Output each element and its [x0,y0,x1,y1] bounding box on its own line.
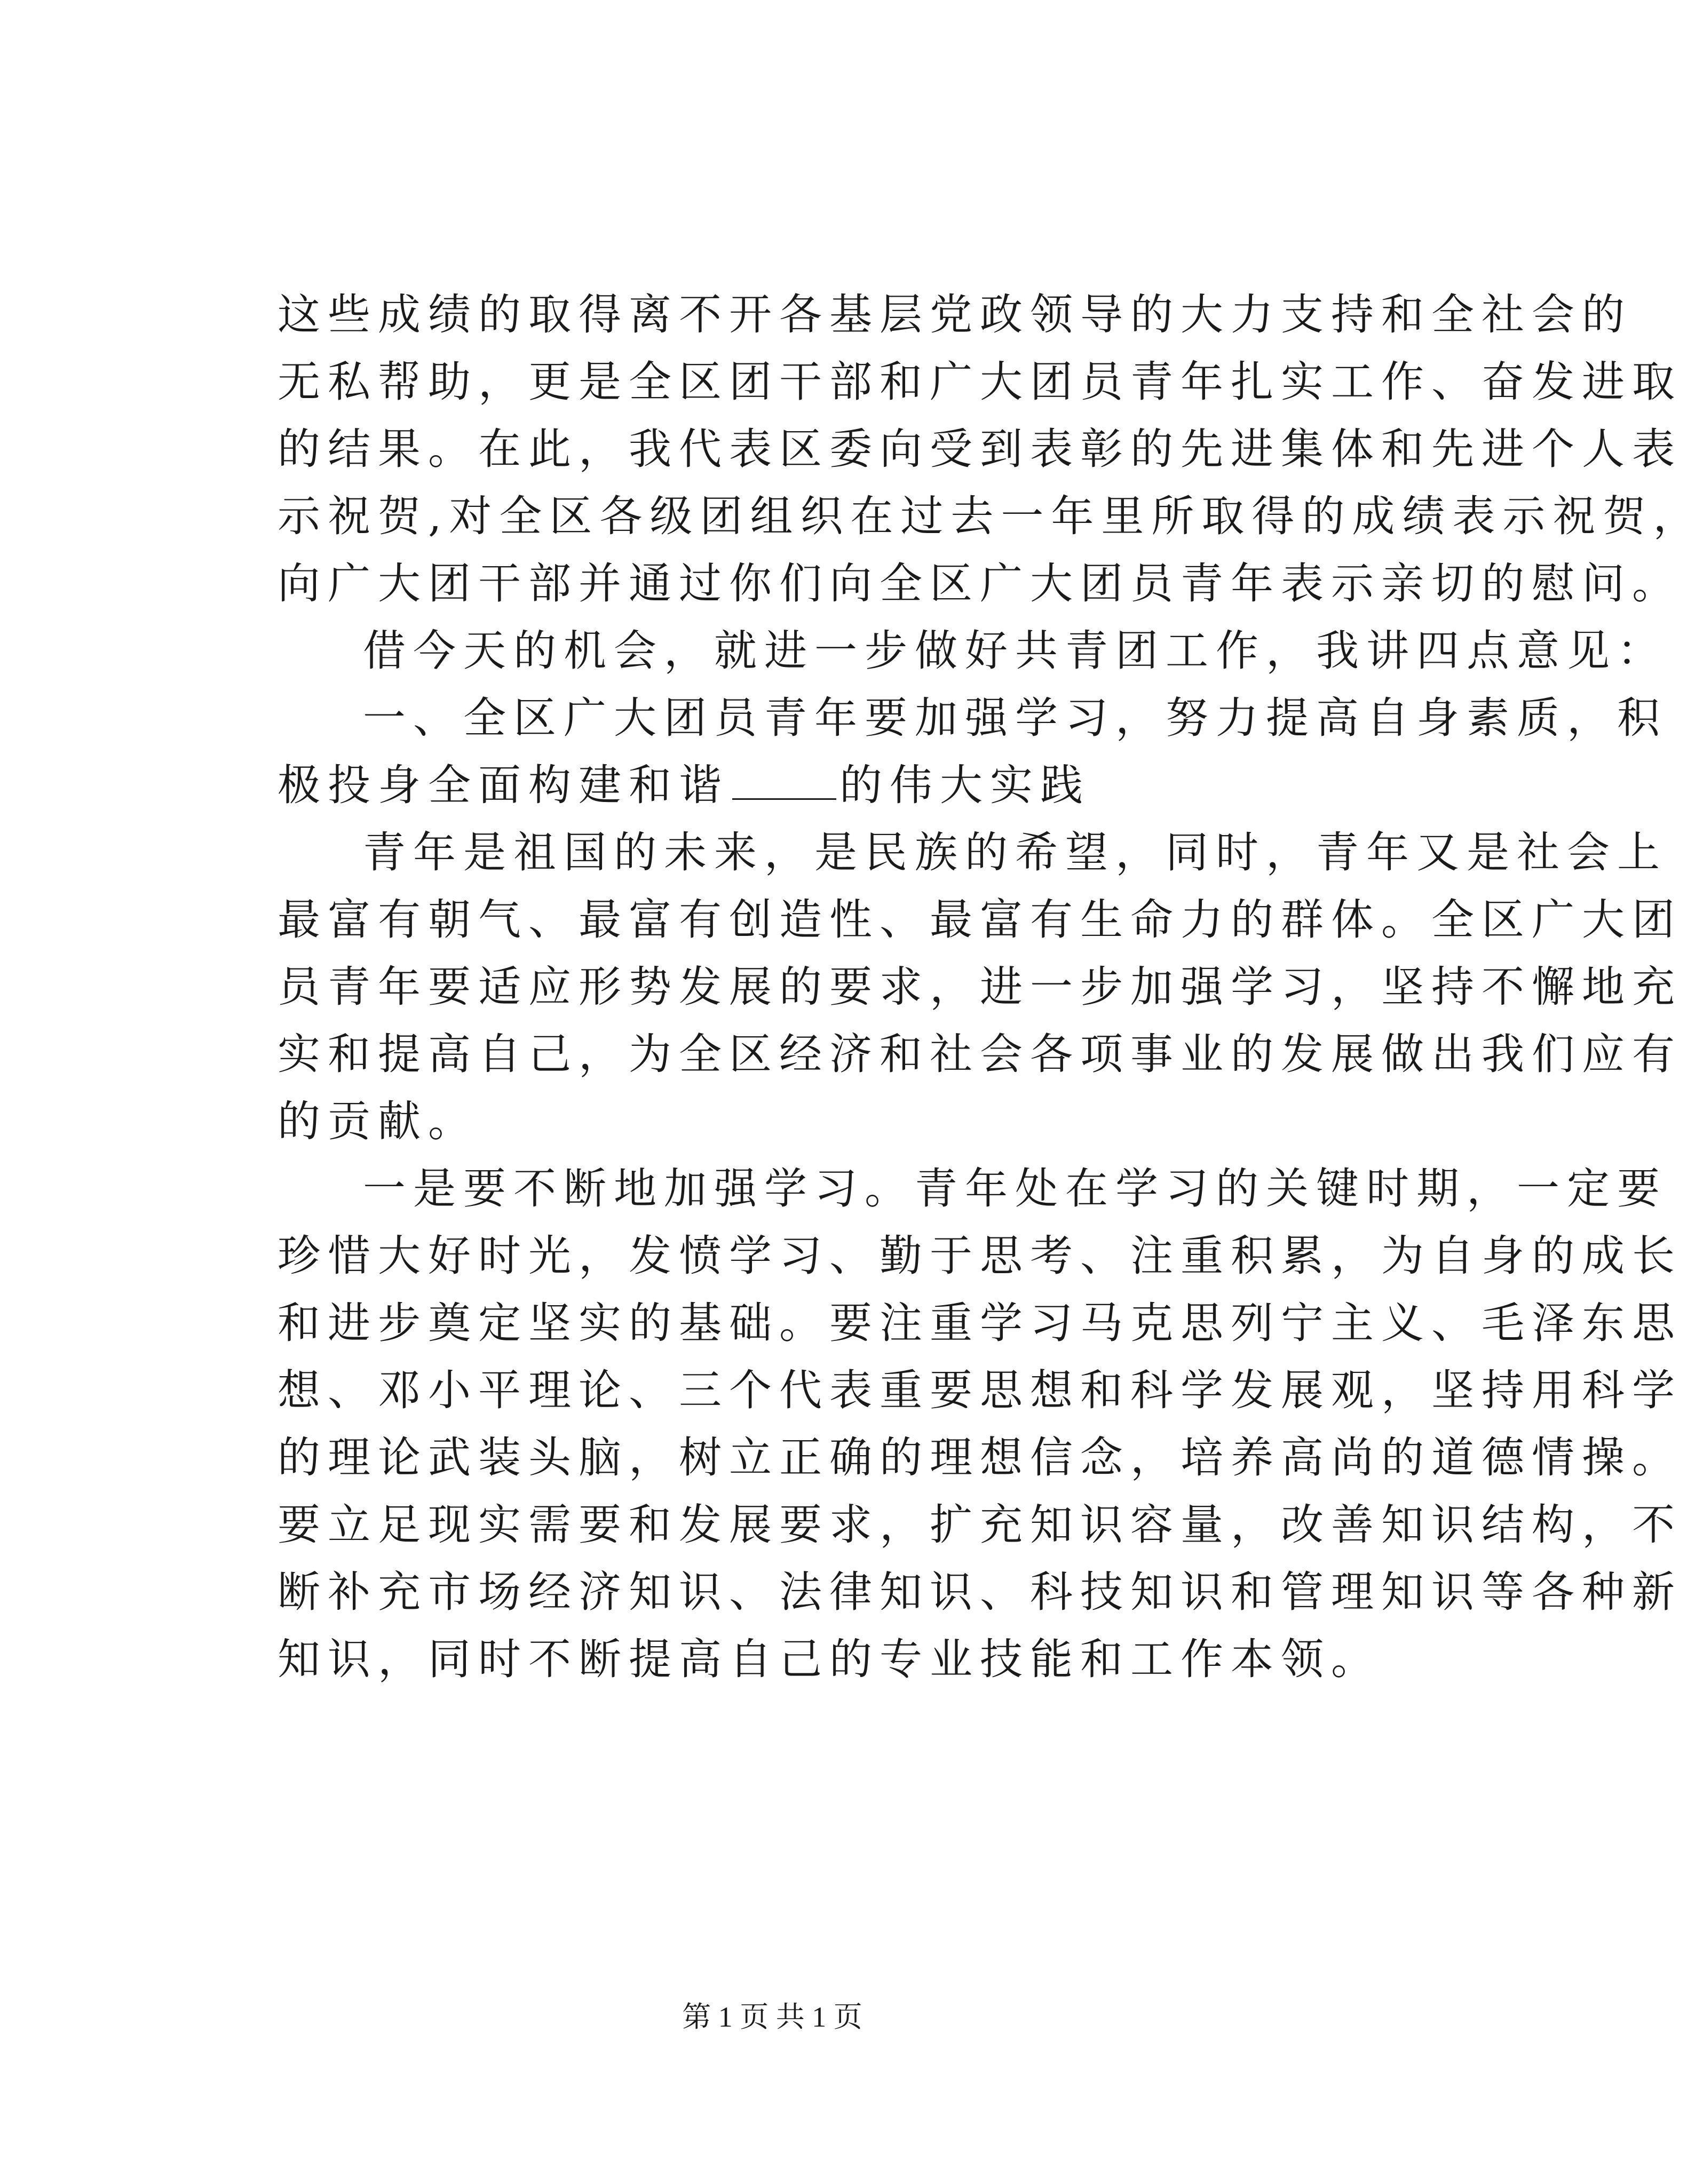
text-line: 员青年要适应形势发展的要求，进一步加强学习，坚持不懈地充 [278,962,1682,1012]
text-line: 和进步奠定坚实的基础。要注重学习马克思列宁主义、毛泽东思 [278,1298,1682,1348]
text-line: 想、邓小平理论、三个代表重要思想和科学发展观，坚持用科学 [278,1365,1682,1415]
text-line: 无私帮助，更是全区团干部和广大团员青年扎实工作、奋发进取 [278,357,1682,407]
text-line: 要立足现实需要和发展要求，扩充知识容量，改善知识结构，不 [278,1500,1682,1550]
heading-text-part: 的伟大实践 [839,760,1090,810]
page-number-footer: 第 1 页 共 1 页 [682,2001,862,2033]
section-heading-continued [278,759,1090,812]
section-heading: 一、全区广大团员青年要加强学习，努力提高自身素质，积 [363,693,1667,743]
text-line: 示祝贺,对全区各级团组织在过去一年里所取得的成绩表示祝贺， [278,491,1703,541]
text-line: 知识，同时不断提高自己的专业技能和工作本领。 [278,1634,1381,1684]
text-line: 珍惜大好时光，发愤学习、勤于思考、注重积累，为自身的成长 [278,1231,1682,1281]
text-line: 断补充市场经济知识、法律知识、科技知识和管理知识等各种新 [278,1567,1682,1617]
text-line: 一是要不断地加强学习。青年处在学习的关键时期，一定要 [363,1164,1667,1213]
text-line: 借今天的机会，就进一步做好共青团工作，我讲四点意见： [363,626,1667,676]
text-line: 的理论武装头脑，树立正确的理想信念，培养高尚的道德情操。 [278,1433,1682,1482]
heading-text-part: 极投身全面构建和谐 [278,760,729,810]
text-line: 这些成绩的取得离不开各基层党政领导的大力支持和全社会的 [278,290,1632,339]
text-line: 实和提高自己，为全区经济和社会各项事业的发展做出我们应有 [278,1029,1682,1079]
text-line: 的结果。在此，我代表区委向受到表彰的先进集体和先进个人表 [278,424,1682,474]
text-line: 的贡献。 [278,1097,478,1146]
text-line: 青年是祖国的未来，是民族的希望，同时，青年又是社会上 [363,828,1667,877]
text-line: 向广大团干部并通过你们向全区广大团员青年表示亲切的慰问。 [278,559,1682,608]
text-line: 最富有朝气、最富有创造性、最富有生命力的群体。全区广大团 [278,895,1682,944]
blank-underline [732,761,836,800]
